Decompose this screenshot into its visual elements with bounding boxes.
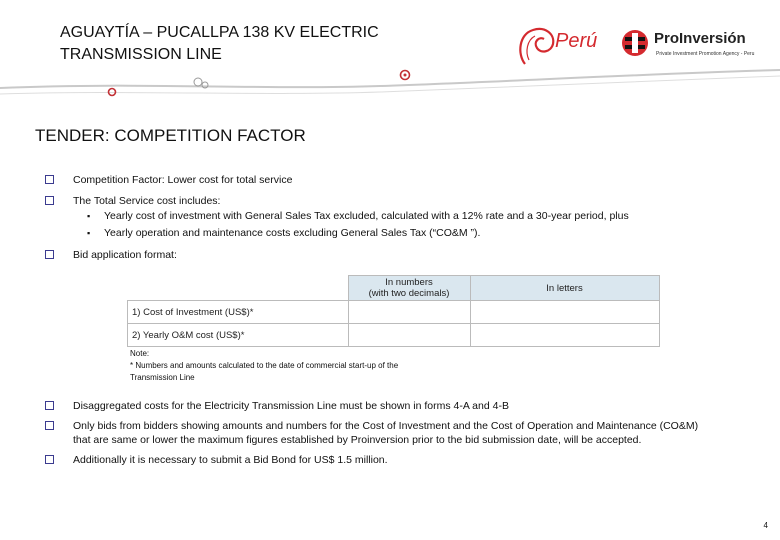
note-line1: * Numbers and amounts calculated to the date of commercial start-up of the bbox=[130, 361, 399, 370]
table-header-empty bbox=[128, 276, 349, 301]
bullet-bid-bond: Additionally it is necessary to submit a Bid Bond for US$ 1.5 million. bbox=[73, 454, 388, 466]
sub-bullet-investment: Yearly cost of investment with General Sales Tax excluded, calculated with a 12% rate and a 30-year period, plus bbox=[104, 210, 629, 222]
bullet-total-service: The Total Service cost includes: bbox=[73, 195, 221, 207]
header-title-line2: TRANSMISSION LINE bbox=[60, 46, 222, 63]
table-row bbox=[128, 324, 660, 347]
checkbox-bullet-icon bbox=[45, 250, 54, 259]
checkbox-bullet-icon bbox=[45, 455, 54, 464]
proinversion-logo-mark bbox=[620, 28, 650, 58]
cell-letters-om bbox=[470, 324, 659, 347]
page-number: 4 bbox=[763, 521, 768, 530]
checkbox-bullet-icon bbox=[45, 401, 54, 410]
proinversion-logo-text: ProInversión bbox=[654, 30, 746, 47]
cell-letters-investment bbox=[470, 301, 659, 324]
cell-numbers-investment bbox=[348, 301, 470, 324]
row-label-investment: 1) Cost of Investment (US$)* bbox=[128, 301, 349, 324]
table-header-letters: In letters bbox=[470, 276, 659, 301]
sub-bullet-com: Yearly operation and maintenance costs excluding General Sales Tax (“CO&M ”). bbox=[104, 227, 481, 239]
table-header-row bbox=[128, 276, 660, 301]
table-note bbox=[130, 348, 398, 384]
checkbox-bullet-icon bbox=[45, 175, 54, 184]
table-row bbox=[128, 301, 660, 324]
bullet-competition-factor: Competition Factor: Lower cost for total service bbox=[73, 174, 293, 186]
header-numbers-line1: In numbers bbox=[385, 277, 433, 288]
cell-numbers-om bbox=[348, 324, 470, 347]
section-title: TENDER: COMPETITION FACTOR bbox=[35, 126, 306, 145]
peru-logo bbox=[515, 24, 605, 70]
checkbox-bullet-icon bbox=[45, 421, 54, 430]
sub-bullet-dot-icon: ▪ bbox=[87, 211, 91, 221]
bullet-bid-format: Bid application format: bbox=[73, 249, 177, 261]
sub-bullet-dot-icon: ▪ bbox=[87, 228, 91, 238]
note-label: Note: bbox=[130, 349, 150, 358]
proinversion-tagline: Private Investment Promotion Agency - Peru bbox=[656, 51, 755, 57]
header-title-line1: AGUAYTÍA – PUCALLPA 138 KV ELECTRIC bbox=[60, 24, 379, 41]
note-line2: Transmission Line bbox=[130, 373, 195, 382]
header-swoosh-decoration bbox=[0, 60, 780, 110]
bullet-disaggregated: Disaggregated costs for the Electricity Transmission Line must be shown in forms 4-A and 4-B bbox=[73, 400, 509, 412]
peru-logo-text: Perú bbox=[555, 30, 598, 52]
bid-application-table bbox=[127, 275, 660, 347]
header-numbers-line2: (with two decimals) bbox=[368, 288, 450, 299]
bullet-only-bids-line1: Only bids from bidders showing amounts and numbers for the Cost of Investment and the Cost of Operation and Maintenance (CO&M) bbox=[73, 420, 699, 432]
proinversion-logo bbox=[620, 26, 770, 66]
table-header-numbers bbox=[348, 276, 470, 301]
checkbox-bullet-icon bbox=[45, 196, 54, 205]
row-label-om: 2) Yearly O&M cost (US$)* bbox=[128, 324, 349, 347]
bullet-only-bids-line2: that are same or lower the maximum figures established by Proinversion prior to the bid submission date, will be accepted. bbox=[73, 434, 642, 446]
